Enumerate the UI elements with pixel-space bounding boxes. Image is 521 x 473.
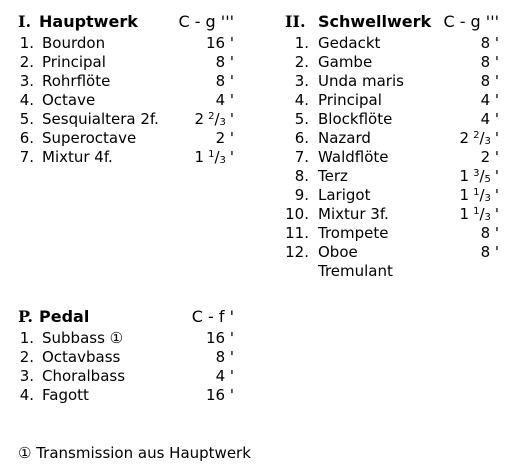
hauptwerk-range: C - g ''' bbox=[178, 12, 234, 31]
stop-number: 1. bbox=[19, 34, 34, 52]
stop-pitch: 16 ' bbox=[206, 386, 234, 404]
stop-pitch: 8 ' bbox=[480, 224, 499, 242]
stop-name: Sesquialtera 2f. bbox=[42, 110, 159, 128]
stop-pitch: 16 ' bbox=[206, 34, 234, 52]
stop-row bbox=[18, 367, 234, 386]
stop-pitch: 2 $^2/_3$ ' bbox=[194, 110, 234, 128]
stop-row bbox=[18, 72, 234, 91]
hauptwerk-stop-list bbox=[18, 34, 234, 167]
pitch-suffix: ' bbox=[494, 205, 499, 223]
pitch-denominator: 3 bbox=[484, 193, 491, 204]
stop-name: Mixtur 4f. bbox=[42, 148, 113, 166]
stop-number: 3. bbox=[19, 72, 34, 90]
stop-row bbox=[285, 53, 499, 72]
stop-number: 2. bbox=[294, 53, 309, 71]
stop-number: 3. bbox=[19, 367, 34, 385]
stop-row bbox=[18, 91, 234, 110]
pedal-range: C - f ' bbox=[191, 307, 234, 326]
pitch-denominator: 5 bbox=[484, 174, 491, 185]
stop-name: Oboe bbox=[318, 243, 358, 261]
stop-number: 5. bbox=[294, 110, 309, 128]
stop-name: Unda maris bbox=[318, 72, 404, 90]
stop-pitch: 1 $^1/_3$ ' bbox=[459, 186, 499, 204]
stop-name: Gedackt bbox=[318, 34, 381, 52]
stop-row bbox=[285, 186, 499, 205]
stop-name: Principal bbox=[42, 53, 106, 71]
stop-row bbox=[285, 224, 499, 243]
stop-number: 4. bbox=[19, 91, 34, 109]
stop-row bbox=[285, 148, 499, 167]
stop-name: Nazard bbox=[318, 129, 371, 147]
pitch-suffix: ' bbox=[229, 110, 234, 128]
tremulant-row bbox=[285, 262, 499, 281]
pitch-whole: 1 bbox=[459, 186, 470, 204]
pitch-numerator: 2 bbox=[473, 130, 480, 141]
pedal-roman: P. bbox=[18, 307, 33, 326]
stop-pitch: 4 ' bbox=[480, 91, 499, 109]
pitch-whole: 2 bbox=[194, 110, 205, 128]
pitch-numerator: 1 bbox=[473, 206, 480, 217]
hauptwerk-header bbox=[18, 12, 234, 34]
stop-number: 4. bbox=[19, 386, 34, 404]
stop-number: 5. bbox=[19, 110, 34, 128]
pedal-stop-list bbox=[18, 329, 234, 405]
stop-row bbox=[285, 91, 499, 110]
stop-row bbox=[285, 34, 499, 53]
stop-row bbox=[18, 53, 234, 72]
pitch-suffix: ' bbox=[229, 148, 234, 166]
stop-number: 2. bbox=[19, 53, 34, 71]
stop-name: Terz bbox=[318, 167, 348, 185]
stop-pitch: 8 ' bbox=[480, 72, 499, 90]
pitch-whole: 1 bbox=[459, 167, 470, 185]
stop-number: 1. bbox=[294, 34, 309, 52]
stop-name: Octavbass bbox=[42, 348, 121, 366]
stop-pitch: 4 ' bbox=[215, 91, 234, 109]
stop-pitch: 2 ' bbox=[480, 148, 499, 166]
schwellwerk-header bbox=[285, 12, 499, 34]
stop-pitch: 8 ' bbox=[480, 34, 499, 52]
stop-number: 3. bbox=[294, 72, 309, 90]
stop-pitch: 1 $^1/_3$ ' bbox=[194, 148, 234, 166]
stop-pitch: 4 ' bbox=[480, 110, 499, 128]
stop-row bbox=[285, 243, 499, 262]
stop-pitch: 16 ' bbox=[206, 329, 234, 347]
stop-pitch: 2 $^2/_3$ ' bbox=[459, 129, 499, 147]
stop-name: Principal bbox=[318, 91, 382, 109]
pitch-denominator: 3 bbox=[484, 136, 491, 147]
pedal-header bbox=[18, 307, 234, 329]
stop-pitch: 2 ' bbox=[215, 129, 234, 147]
pitch-suffix: ' bbox=[494, 129, 499, 147]
pitch-denominator: 3 bbox=[219, 155, 226, 166]
stop-number: 1. bbox=[19, 329, 34, 347]
stop-name: Rohrflöte bbox=[42, 72, 111, 90]
stop-number: 7. bbox=[294, 148, 309, 166]
footnote: ① Transmission aus Hauptwerk bbox=[18, 444, 251, 462]
stop-row bbox=[18, 34, 234, 53]
pitch-whole: 2 bbox=[459, 129, 470, 147]
schwellwerk-section bbox=[285, 12, 499, 281]
stop-name: Bourdon bbox=[42, 34, 106, 52]
stop-name: Larigot bbox=[318, 186, 371, 204]
stop-row bbox=[285, 72, 499, 91]
stop-pitch: 8 ' bbox=[215, 348, 234, 366]
pitch-numerator: 1 bbox=[473, 187, 480, 198]
stop-row bbox=[285, 205, 499, 224]
stop-row bbox=[18, 348, 234, 367]
pitch-whole: 1 bbox=[459, 205, 470, 223]
stop-row bbox=[18, 110, 234, 129]
stop-name: Gambe bbox=[318, 53, 373, 71]
stop-name: Choralbass bbox=[42, 367, 126, 385]
pitch-suffix: ' bbox=[494, 167, 499, 185]
stop-number: 2. bbox=[19, 348, 34, 366]
stop-number: 10. bbox=[285, 205, 309, 223]
stop-number: 11. bbox=[285, 224, 309, 242]
schwellwerk-stop-list bbox=[285, 34, 499, 262]
stop-name: Waldflöte bbox=[318, 148, 389, 166]
pitch-whole: 1 bbox=[194, 148, 205, 166]
pitch-suffix: ' bbox=[494, 186, 499, 204]
pedal-section bbox=[18, 307, 234, 405]
stop-number: 4. bbox=[294, 91, 309, 109]
pitch-numerator: 3 bbox=[473, 168, 480, 179]
stop-name: Subbass ① bbox=[42, 329, 124, 347]
pitch-denominator: 3 bbox=[484, 212, 491, 223]
stop-row bbox=[285, 167, 499, 186]
stop-pitch: 1 $^1/_3$ ' bbox=[459, 205, 499, 223]
stop-name: Octave bbox=[42, 91, 96, 109]
stop-row bbox=[18, 148, 234, 167]
stop-number: 9. bbox=[294, 186, 309, 204]
pedal-title: Pedal bbox=[39, 307, 90, 326]
stop-number: 7. bbox=[19, 148, 34, 166]
hauptwerk-roman: I. bbox=[18, 12, 32, 31]
stop-name: Fagott bbox=[42, 386, 89, 404]
stop-name: Blockflöte bbox=[318, 110, 393, 128]
stop-row bbox=[285, 129, 499, 148]
pitch-numerator: 2 bbox=[208, 111, 215, 122]
stop-number: 8. bbox=[294, 167, 309, 185]
stop-pitch: 8 ' bbox=[215, 72, 234, 90]
hauptwerk-section bbox=[18, 12, 234, 167]
stop-row bbox=[285, 110, 499, 129]
pitch-numerator: 1 bbox=[208, 149, 215, 160]
stop-row bbox=[18, 129, 234, 148]
stop-number: 6. bbox=[294, 129, 309, 147]
stop-pitch: 8 ' bbox=[215, 53, 234, 71]
stop-pitch: 8 ' bbox=[480, 53, 499, 71]
stop-number: 6. bbox=[19, 129, 34, 147]
stop-name: Mixtur 3f. bbox=[318, 205, 389, 223]
stop-pitch: 8 ' bbox=[480, 243, 499, 261]
schwellwerk-title: Schwellwerk bbox=[318, 12, 432, 31]
stop-row bbox=[18, 386, 234, 405]
hauptwerk-title: Hauptwerk bbox=[39, 12, 138, 31]
schwellwerk-range: C - g ''' bbox=[443, 12, 499, 31]
stop-name: Superoctave bbox=[42, 129, 137, 147]
tremulant-label: Tremulant bbox=[318, 262, 393, 280]
stop-pitch: 4 ' bbox=[215, 367, 234, 385]
stop-name: Trompete bbox=[318, 224, 389, 242]
stop-pitch: 1 $^3/_5$ ' bbox=[459, 167, 499, 185]
stop-row bbox=[18, 329, 234, 348]
stop-number: 12. bbox=[285, 243, 309, 261]
schwellwerk-roman: II. bbox=[285, 12, 306, 31]
pitch-denominator: 3 bbox=[219, 117, 226, 128]
